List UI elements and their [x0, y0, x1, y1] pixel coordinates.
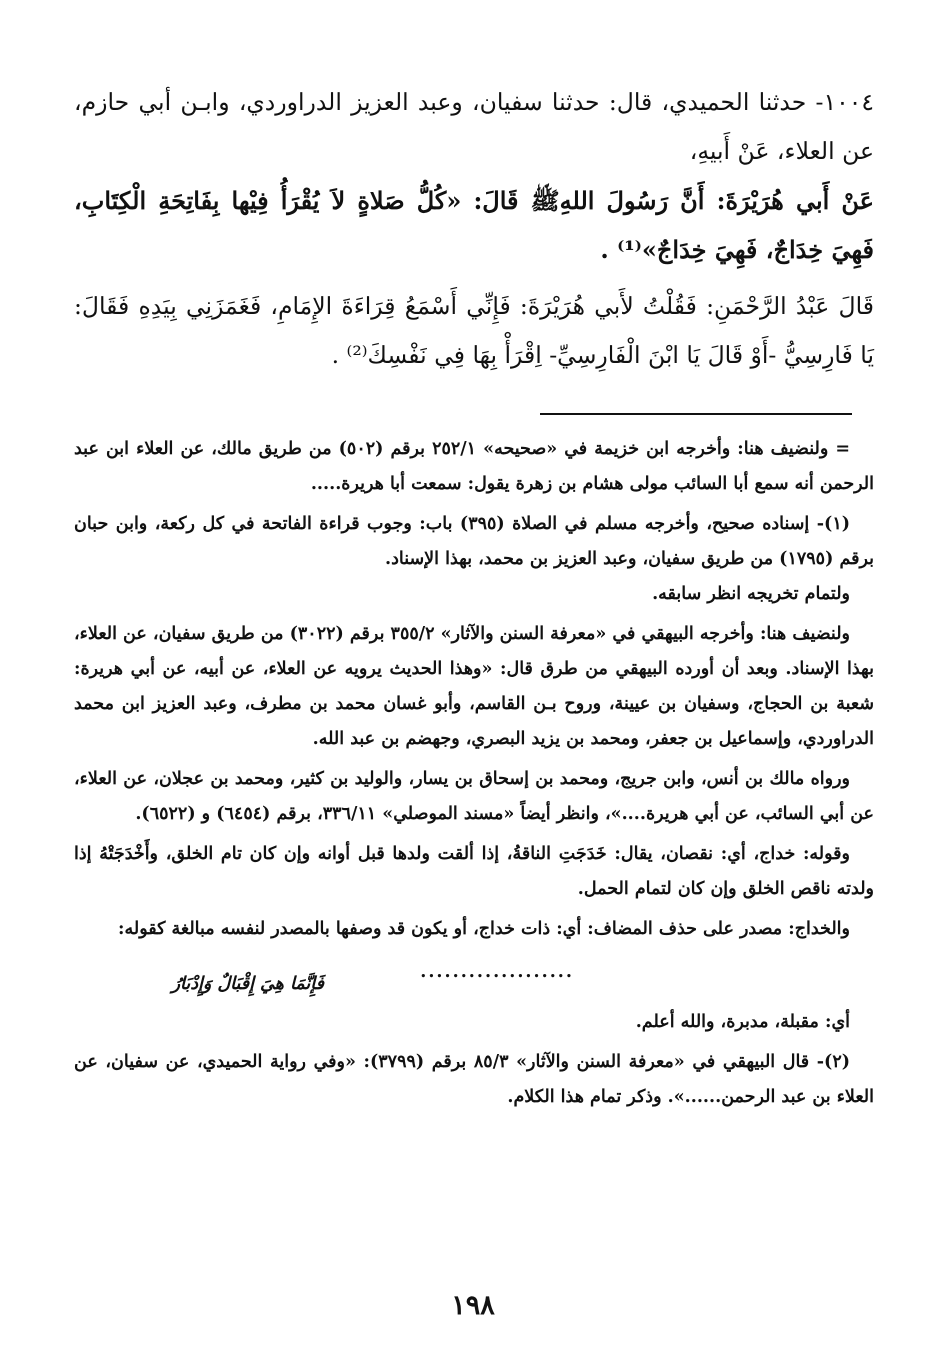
hadith-text: عَنْ أَبي هُرَيْرَةَ: أَنَّ رَسُولَ اللهِﷺ قَالَ: «كُلُّ صَلاةٍ لاَ يُقْرَأُ فِيْها بِفَاتِحَةِ الْكِتَابِ، فَهِيَ خِدَاجٌ، فَهِيَ خِدَاجٌ»⁽¹⁾ .: [74, 186, 874, 264]
hadith-commentary: قَالَ عَبْدُ الرَّحْمَنِ: فَقُلْتُ لأَبي هُرَيْرَةَ: فَإِنِّي أَسْمَعُ قِرَاءَةَ الإِمَامِ، فَغَمَزَنِي بِيَدِهِ فَقَالَ: يَا فَارِسِيُّ -أَوْ قَالَ يَا ابْنَ الْفَارِسِيِّ- اِقْرَأْ بِهَا فِي نَفْسِكَ⁽²⁾ .: [74, 292, 874, 369]
spacer: [74, 274, 874, 282]
verse-line: فَإِنَّمَا هِيَ إِقْبَالٌ وَإِدْبَارُ: [171, 974, 324, 994]
footnote-1-addition: ولنضيف هنا: وأخرجه البيهقي في «معرفة السنن والآثار» ٣٥٥/٢ برقم (٣٠٢٢) من طريق سفيان، عن العلاء، بهذا الإسناد. وبعد أن أورده البيهقي من طرق قال: «وهذا الحديث يرويه عن العلاء، عن أبيه، عن أبي هريرة: شعبة بن الحجاج، وسفيان بن عيينة، وروح بـن القاسم، وأبو غسان محمد بن مطرف، وعبد العزيز ابن محمد الدراوردي، وإسماعيل بن جعفر، ومحمد بن يزيد البصري، وجهضم بن عبد الله.: [74, 624, 874, 749]
hadith-chain: ١٠٠٤- حدثنا الحميدي، قال: حدثنا سفيان، وعبد العزيز الدراوردي، وابـن أبي حازم، عن العلاء، عَنْ أَبيهِ،: [74, 88, 874, 165]
footnote-1-definition: وقوله: خداج، أي: نقصان، يقال: خَدَجَتِ الناقةُ، إذا ألقت ولدها قبل أوانه وإن كان تام الخلق، وأَخْدَجَتْهُ إذا ولدته ناقص الخلق وإن كان لتمام الحمل.: [74, 844, 874, 899]
footnotes: [74, 432, 874, 1120]
footnote-continuation: = ولنضيف هنا: وأخرجه ابن خزيمة في «صحيحه» ٢٥٢/١ برقم (٥٠٢) من طريق مالك، عن العلاء ابن عبد الرحمن أنه سمع أبا السائب مولى هشام بن زهرة يقول: سمعت أبا هريرة.....: [74, 439, 874, 494]
footnote-1-note: ولتمام تخريجه انظر سابقه.: [652, 584, 850, 604]
footnote-separator: [540, 413, 852, 415]
page-number: ١٩٨: [451, 1290, 495, 1321]
footnote-1-meaning: أي: مقبلة، مدبرة، والله أعلم.: [635, 1012, 850, 1032]
footnote-1-narrators: ورواه مالك بن أنس، وابن جريج، ومحمد بن إسحاق بن يسار، والوليد بن كثير، ومحمد بن عجلان، عن العلاء، عن أبي السائب، عن أبي هريرة....»، وانظر أيضاً «مسند الموصلي» ٣٣٦/١١، برقم (٦٤٥٤) و (٦٥٢٢).: [74, 769, 874, 824]
verse-ellipsis: ...................: [420, 962, 574, 982]
poetry-verse: [74, 947, 874, 1005]
footnote-1-grammar: والخداج: مصدر على حذف المضاف: أي: ذات خداج، أو يكون قد وصفها بالمصدر لنفسه مبالغة كقوله:: [118, 919, 850, 939]
footnote-1: (١)- إسناده صحيح، وأخرجه مسلم في الصلاة (٣٩٥) باب: وجوب قراءة الفاتحة في كل ركعة، وابن حبان برقم (١٧٩٥) من طريق سفيان، وعبد العزيز بن محمد، بهذا الإسناد.: [74, 514, 874, 569]
footnote-2: (٢)- قال البيهقي في «معرفة السنن والآثار» ٨٥/٣ برقم (٣٧٩٩): «وفي رواية الحميدي، عن سفيان، عن العلاء بن عبد الرحمن......». وذكر تمام هذا الكلام.: [74, 1052, 874, 1107]
main-text: [74, 78, 874, 380]
